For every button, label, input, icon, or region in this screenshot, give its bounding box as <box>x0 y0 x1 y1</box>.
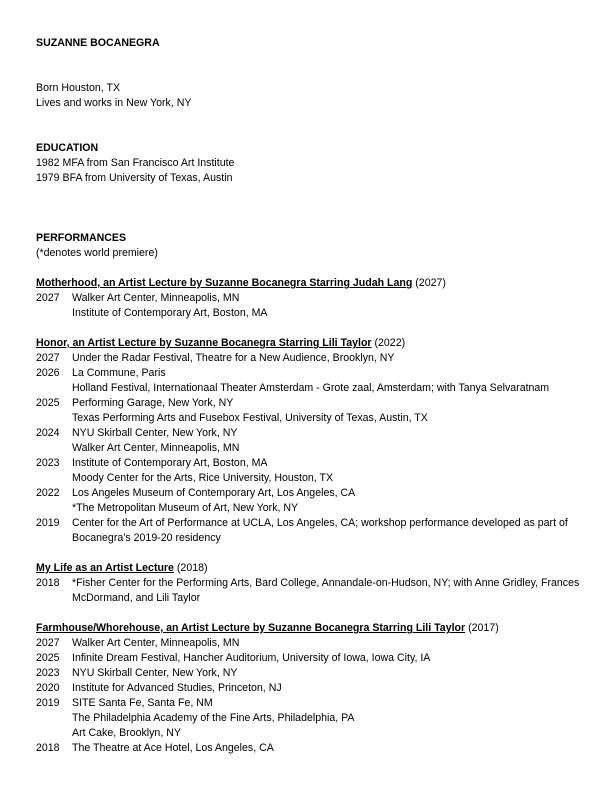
entry-year <box>36 471 72 486</box>
venue-entry <box>36 516 581 546</box>
entry-year: 2027 <box>36 637 60 649</box>
entry-year <box>36 381 72 396</box>
venue-entry <box>36 411 581 426</box>
entry-venue: The Theatre at Ace Hotel, Los Angeles, CA <box>72 742 274 754</box>
education-heading: EDUCATION <box>36 142 99 154</box>
bio-line: Lives and works in New York, NY <box>36 97 192 109</box>
spacer <box>36 186 581 231</box>
education-item: 1979 BFA from University of Texas, Austin <box>36 172 233 184</box>
performances-heading: PERFORMANCES <box>36 232 127 244</box>
spacer <box>36 111 581 141</box>
entry-year: 2023 <box>36 667 60 679</box>
entry-venue: Los Angeles Museum of Contemporary Art, Los Angeles, CA <box>72 487 356 499</box>
spacer <box>36 606 581 621</box>
venue-entry <box>36 576 581 606</box>
work-year: (2027) <box>415 277 446 289</box>
entry-venue: Institute for Advanced Studies, Princeton, NJ <box>72 682 282 694</box>
entry-year <box>36 501 72 516</box>
venue-entry <box>36 291 581 306</box>
entry-venue: Walker Art Center, Minneapolis, MN <box>72 637 240 649</box>
entry-venue: NYU Skirball Center, New York, NY <box>72 427 238 439</box>
venue-entry <box>36 666 581 681</box>
work-title: Farmhouse/Whorehouse, an Artist Lecture by Suzanne Bocanegra Starring Lili Taylor <box>36 622 466 634</box>
works-list <box>36 261 581 756</box>
entry-year <box>36 711 72 726</box>
entry-year: 2027 <box>36 352 60 364</box>
venue-entry <box>36 501 581 516</box>
work-heading <box>36 336 581 351</box>
venue-entry <box>36 741 581 756</box>
artist-name: SUZANNE BOCANEGRA <box>36 37 160 49</box>
entry-year <box>36 411 72 426</box>
venue-entry <box>36 456 581 471</box>
spacer <box>36 546 581 561</box>
entry-year: 2019 <box>36 697 60 709</box>
premiere-note: (*denotes world premiere) <box>36 247 158 259</box>
entry-venue: Texas Performing Arts and Fusebox Festival, University of Texas, Austin, TX <box>72 412 428 424</box>
spacer <box>36 261 581 276</box>
venue-entry <box>36 636 581 651</box>
venue-entry <box>36 306 581 321</box>
bio-line: Born Houston, TX <box>36 82 121 94</box>
entry-year: 2024 <box>36 427 60 439</box>
entry-year: 2019 <box>36 517 60 529</box>
entry-venue: *Fisher Center for the Performing Arts, Bard College, Annandale-on-Hudson, NY; with Anne Gridley, Frances McDormand, and Lili Taylor <box>72 577 580 604</box>
cv-page <box>36 36 581 756</box>
entry-venue: Performing Garage, New York, NY <box>72 397 234 409</box>
entry-year: 2018 <box>36 577 60 589</box>
entry-venue: Center for the Art of Performance at UCLA, Los Angeles, CA; workshop performance developed as part of Bocanegra’s 2019-20 residency <box>72 517 568 544</box>
entry-venue: Infinite Dream Festival, Hancher Auditorium, University of Iowa, Iowa City, IA <box>72 652 431 664</box>
entry-year <box>36 306 72 321</box>
venue-entry <box>36 681 581 696</box>
work-year: (2017) <box>468 622 499 634</box>
work-year: (2022) <box>374 337 406 349</box>
education-item: 1982 MFA from San Francisco Art Institute <box>36 157 235 169</box>
entry-year: 2018 <box>36 742 60 754</box>
venue-entry <box>36 471 581 486</box>
entry-venue: *The Metropolitan Museum of Art, New York, NY <box>72 502 299 514</box>
venue-entry <box>36 486 581 501</box>
work-year: (2018) <box>176 562 208 574</box>
entry-venue: Walker Art Center, Minneapolis, MN <box>72 442 240 454</box>
entry-year: 2025 <box>36 397 60 409</box>
venue-entry <box>36 696 581 711</box>
entry-venue: Under the Radar Festival, Theatre for a New Audience, Brooklyn, NY <box>72 352 395 364</box>
venue-entry <box>36 381 581 396</box>
spacer <box>36 51 581 81</box>
work-heading <box>36 276 581 291</box>
work-title: Motherhood, an Artist Lecture by Suzanne Bocanegra Starring Judah Lang <box>36 277 413 289</box>
venue-entry <box>36 441 581 456</box>
venue-entry <box>36 396 581 411</box>
entry-venue: The Philadelphia Academy of the Fine Arts, Philadelphia, PA <box>72 712 355 724</box>
entry-venue: La Commune, Paris <box>72 367 166 379</box>
entry-year: 2026 <box>36 367 60 379</box>
work-heading <box>36 561 581 576</box>
work-heading <box>36 621 581 636</box>
entry-venue: Moody Center for the Arts, Rice University, Houston, TX <box>72 472 334 484</box>
entry-venue: NYU Skirball Center, New York, NY <box>72 667 238 679</box>
entry-year: 2022 <box>36 487 60 499</box>
venue-entry <box>36 651 581 666</box>
entry-venue: Holland Festival, Internationaal Theater Amsterdam - Grote zaal, Amsterdam; with Tanya Selvaratnam <box>72 382 550 394</box>
work-title: My Life as an Artist Lecture <box>36 562 174 574</box>
entry-venue: Institute of Contemporary Art, Boston, MA <box>72 307 268 319</box>
entry-year: 2025 <box>36 652 60 664</box>
entry-venue: Art Cake, Brooklyn, NY <box>72 727 181 739</box>
venue-entry <box>36 726 581 741</box>
spacer <box>36 321 581 336</box>
entry-venue: SITE Santa Fe, Santa Fe, NM <box>72 697 213 709</box>
entry-venue: Walker Art Center, Minneapolis, MN <box>72 292 240 304</box>
work-title: Honor, an Artist Lecture by Suzanne Bocanegra Starring Lili Taylor <box>36 337 372 349</box>
entry-year: 2027 <box>36 292 60 304</box>
venue-entry <box>36 426 581 441</box>
entry-year: 2020 <box>36 682 60 694</box>
entry-venue: Institute of Contemporary Art, Boston, MA <box>72 457 268 469</box>
entry-year <box>36 441 72 456</box>
venue-entry <box>36 366 581 381</box>
venue-entry <box>36 351 581 366</box>
entry-year <box>36 726 72 741</box>
venue-entry <box>36 711 581 726</box>
entry-year: 2023 <box>36 457 60 469</box>
